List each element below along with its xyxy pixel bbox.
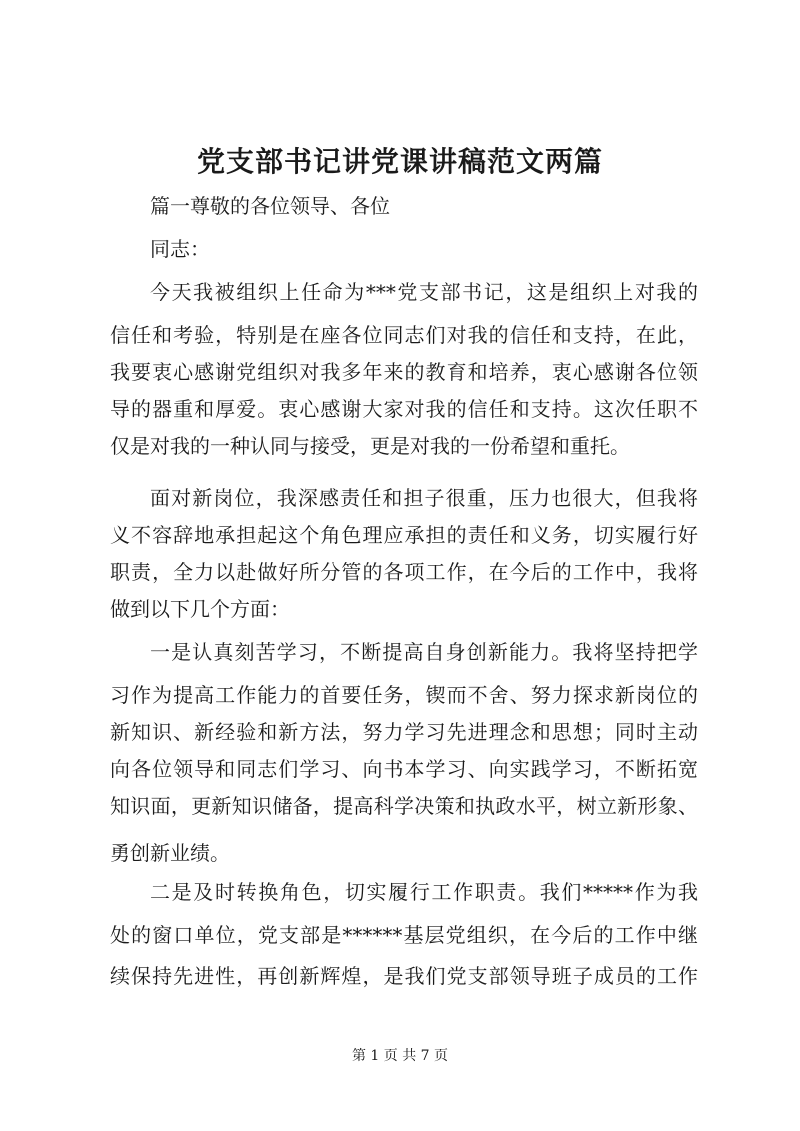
text-line: 做到以下几个方面：	[110, 597, 290, 621]
text-line: 知识面，更新知识储备，提高科学决策和执政水平，树立新形象、	[110, 794, 698, 818]
document-title: 党支部书记讲党课讲稿范文两篇	[196, 145, 603, 178]
text-line: 向各位领导和同志们学习、向书本学习、向实践学习，不断拓宽	[110, 757, 698, 781]
text-line: 续保持先进性，再创新辉煌，是我们党支部领导班子成员的工作	[110, 964, 698, 988]
text-line: 新知识、新经验和新方法，努力学习先进理念和思想；同时主动	[110, 720, 698, 744]
text-line: 同志：	[150, 237, 210, 261]
text-line: 习作为提高工作能力的首要任务，锲而不舍、努力探求新岗位的	[110, 683, 698, 707]
text-line: 导的器重和厚爱。衷心感谢大家对我的信任和支持。这次任职不	[110, 397, 698, 421]
text-line: 职责，全力以赴做好所分管的各项工作，在今后的工作中，我将	[110, 560, 698, 584]
page-footer: 第 1 页 共 7 页	[351, 1048, 449, 1064]
text-line: 篇一尊敬的各位领导、各位	[150, 194, 390, 218]
text-line: 今天我被组织上任命为***党支部书记，这是组织上对我的	[150, 280, 698, 304]
text-line: 义不容辞地承担起这个角色理应承担的责任和义务，切实履行好	[110, 523, 698, 547]
text-line: 面对新岗位，我深感责任和担子很重，压力也很大，但我将	[150, 486, 698, 510]
text-line: 二是及时转换角色，切实履行工作职责。我们*****作为我	[150, 880, 698, 904]
text-line: 我要衷心感谢党组织对我多年来的教育和培养，衷心感谢各位领	[110, 360, 698, 384]
text-line: 信任和考验，特别是在座各位同志们对我的信任和支持，在此，	[110, 323, 698, 347]
text-line: 仅是对我的一种认同与接受，更是对我的一份希望和重托。	[110, 434, 630, 458]
text-line: 勇创新业绩。	[110, 841, 230, 865]
text-line: 处的窗口单位，党支部是******基层党组织，在今后的工作中继	[110, 923, 698, 947]
text-line: 一是认真刻苦学习，不断提高自身创新能力。我将坚持把学	[150, 640, 698, 664]
